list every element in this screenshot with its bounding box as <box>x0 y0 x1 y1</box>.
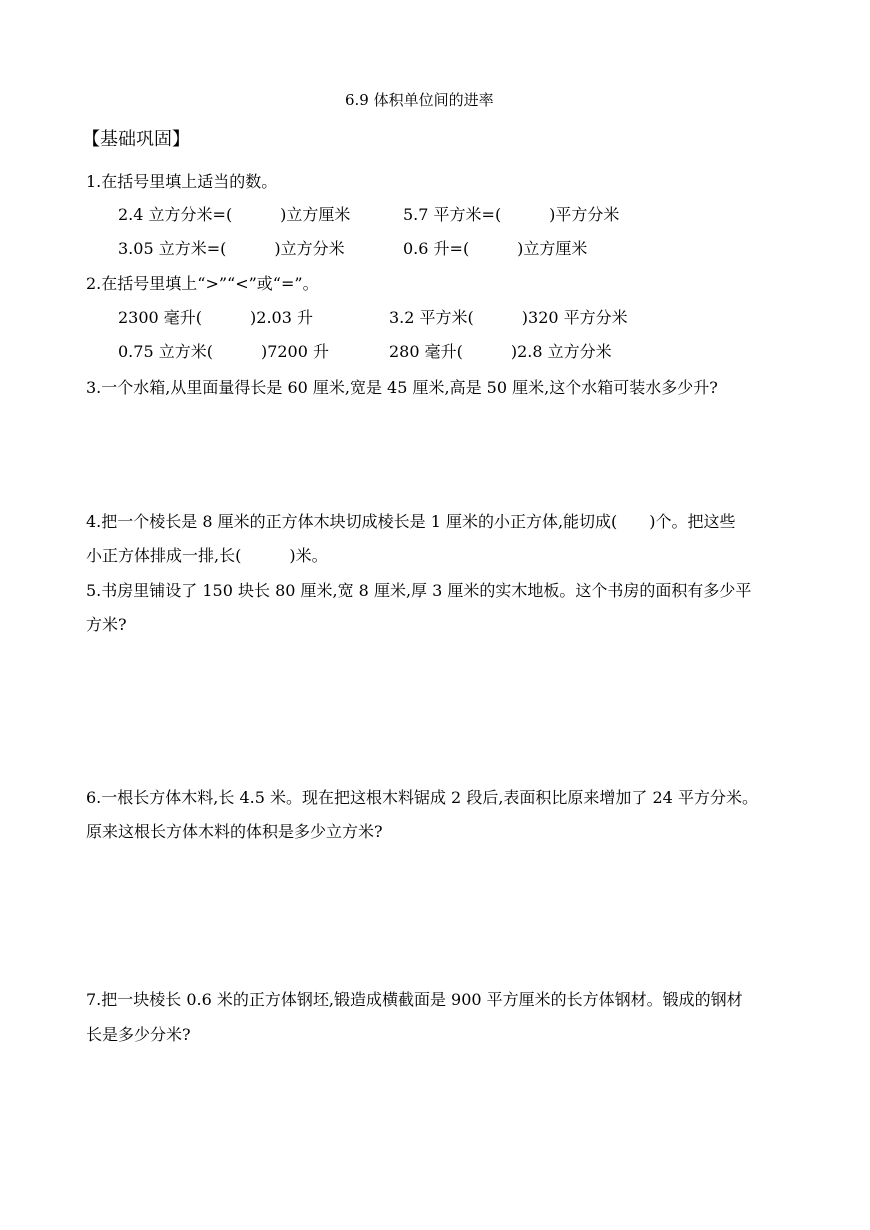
question-2-item-4: 280 毫升( )2.8 立方分米 <box>389 342 612 361</box>
question-6-line-2: 原来这根长方体木料的体积是多少立方米? <box>86 822 383 841</box>
question-7-line-2: 长是多少分米? <box>86 1025 191 1044</box>
question-1-item-2: 5.7 平方米=( )平方分米 <box>403 205 620 224</box>
question-3: 3.一个水箱,从里面量得长是 60 厘米,宽是 45 厘米,高是 50 厘米,这个水箱可装水多少升? <box>86 378 718 397</box>
question-4-line-2: 小正方体排成一排,长( )米。 <box>86 546 328 565</box>
question-1-item-4: 0.6 升=( )立方厘米 <box>403 239 588 258</box>
question-1-item-1: 2.4 立方分米=( )立方厘米 <box>118 205 351 224</box>
question-5-line-1: 5.书房里铺设了 150 块长 80 厘米,宽 8 厘米,厚 3 厘米的实木地板。这个书房的面积有多少平 <box>86 581 752 600</box>
question-5-line-2: 方米? <box>86 615 127 634</box>
question-2-item-2: 3.2 平方米( )320 平方分米 <box>389 308 628 327</box>
question-2-item-3: 0.75 立方米( )7200 升 <box>118 342 330 361</box>
question-4-line-1: 4.把一个棱长是 8 厘米的正方体木块切成棱长是 1 厘米的小正方体,能切成( )个。把这些 <box>86 512 736 531</box>
question-1-stem: 1.在括号里填上适当的数。 <box>86 172 278 191</box>
question-1-item-3: 3.05 立方米=( )立方分米 <box>118 239 345 258</box>
page-title: 6.9 体积单位间的进率 <box>345 91 494 109</box>
question-7-line-1: 7.把一块棱长 0.6 米的正方体钢坯,锻造成横截面是 900 平方厘米的长方体钢材。锻成的钢材 <box>86 990 743 1009</box>
question-2-item-1: 2300 毫升( )2.03 升 <box>118 308 314 327</box>
question-6-line-1: 6.一根长方体木料,长 4.5 米。现在把这根木料锯成 2 段后,表面积比原来增加了 24 平方分米。 <box>86 788 758 807</box>
section-heading: 【基础巩固】 <box>82 129 190 150</box>
question-2-stem: 2.在括号里填上“>”“<”或“=”。 <box>86 274 319 293</box>
